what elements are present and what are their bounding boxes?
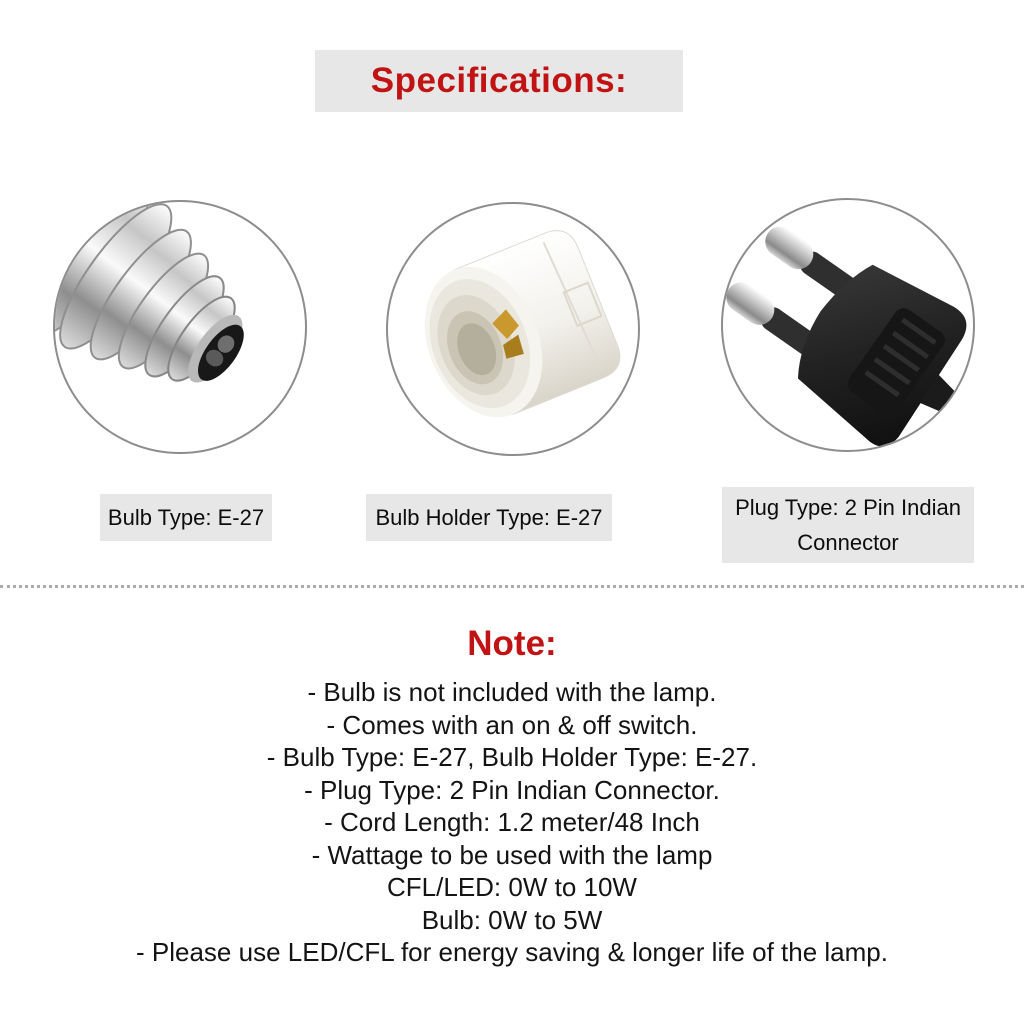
specifications-title: Specifications: bbox=[370, 61, 628, 100]
note-line: - Cord Length: 1.2 meter/48 Inch bbox=[324, 807, 700, 837]
specifications-header bbox=[315, 50, 683, 112]
caption-bulb-holder-type: Bulb Holder Type: E-27 bbox=[366, 494, 612, 541]
note-line: Bulb: 0W to 5W bbox=[421, 904, 603, 935]
product-circle-bulb-holder bbox=[386, 202, 640, 456]
note-title: Note: bbox=[467, 624, 557, 663]
bulb-screw-base-photo bbox=[55, 202, 305, 452]
note-line: - Plug Type: 2 Pin Indian Connector. bbox=[304, 774, 720, 805]
product-circle-bulb-base bbox=[53, 200, 307, 454]
bulb-holder-photo bbox=[388, 204, 638, 454]
note-list bbox=[0, 676, 1024, 969]
product-circle-plug bbox=[721, 198, 975, 452]
note-line: - Comes with an on & off switch. bbox=[326, 709, 698, 740]
note-line: - Bulb is not included with the lamp. bbox=[307, 677, 717, 707]
note-line: CFL/LED: 0W to 10W bbox=[387, 872, 637, 902]
caption-bulb-type: Bulb Type: E-27 bbox=[100, 494, 272, 541]
two-pin-plug-photo bbox=[723, 200, 973, 450]
note-line: - Please use LED/CFL for energy saving & longer life of the lamp. bbox=[136, 937, 888, 967]
note-line: - Wattage to be used with the lamp bbox=[311, 839, 713, 870]
note-line: - Bulb Type: E-27, Bulb Holder Type: E-27. bbox=[266, 742, 758, 772]
caption-plug-type: Plug Type: 2 Pin Indian Connector bbox=[722, 487, 974, 563]
dotted-divider bbox=[0, 585, 1024, 588]
